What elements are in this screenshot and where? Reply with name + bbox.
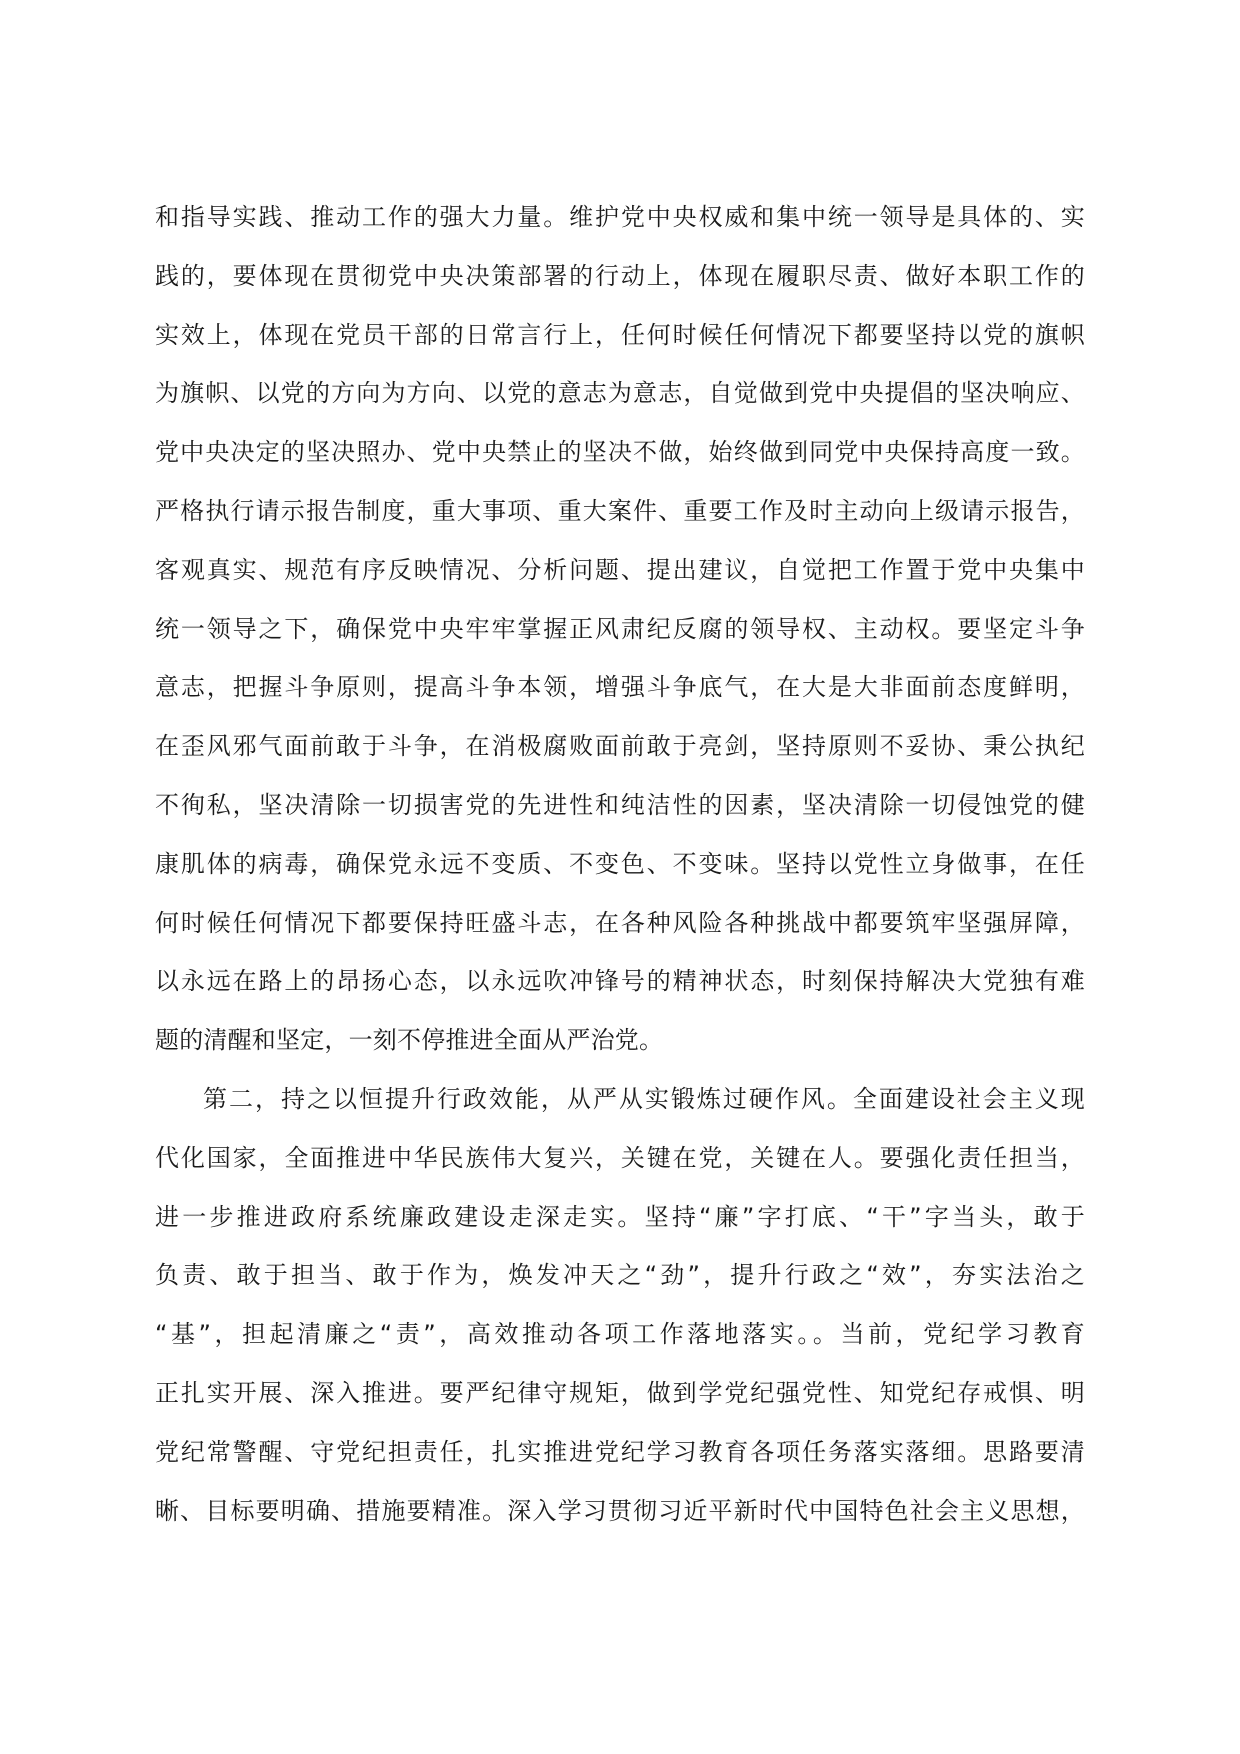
text-line: 进一步推进政府系统廉政建设走深走实。坚持“廉”字打底、“干”字当头，敢于: [155, 1202, 1085, 1231]
text-line: 党纪常警醒、守党纪担责任，扎实推进党纪学习教育各项任务落实落细。思路要清: [155, 1437, 1085, 1466]
text-line: 以永远在路上的昂扬心态，以永远吹冲锋号的精神状态，时刻保持解决大党独有难: [155, 967, 1085, 996]
text-line: 党中央决定的坚决照办、党中央禁止的坚决不做，始终做到同党中央保持高度一致。: [155, 438, 1085, 467]
text-line: 和指导实践、推动工作的强大力量。维护党中央权威和集中统一领导是具体的、实: [155, 203, 1085, 231]
text-line: 统一领导之下，确保党中央牢牢掌握正风肃纪反腐的领导权、主动权。要坚定斗争: [155, 614, 1085, 643]
paragraph-first-line: 第二，持之以恒提升行政效能，从严从实锻炼过硬作风。全面建设社会主义现: [203, 1084, 1085, 1113]
text-line: 何时候任何情况下都要保持旺盛斗志，在各种风险各种挑战中都要筑牢坚强屏障，: [155, 908, 1085, 937]
text-line: 实效上，体现在党员干部的日常言行上，任何时候任何情况下都要坚持以党的旗帜: [155, 320, 1085, 349]
text-line: 为旗帜、以党的方向为方向、以党的意志为意志，自觉做到党中央提倡的坚决响应、: [155, 379, 1085, 408]
text-line: 践的，要体现在贯彻党中央决策部署的行动上，体现在履职尽责、做好本职工作的: [155, 261, 1085, 290]
document-body: [155, 188, 1085, 1540]
text-line: 不徇私，坚决清除一切损害党的先进性和纯洁性的因素，坚决清除一切侵蚀党的健: [155, 790, 1085, 819]
text-line: 晰、目标要明确、措施要精准。深入学习贯彻习近平新时代中国特色社会主义思想，: [155, 1496, 1085, 1525]
text-line: 在歪风邪气面前敢于斗争，在消极腐败面前敢于亮剑，坚持原则不妥协、秉公执纪: [155, 732, 1085, 761]
text-line: 代化国家，全面推进中华民族伟大复兴，关键在党，关键在人。要强化责任担当，: [155, 1143, 1085, 1172]
text-line: 正扎实开展、深入推进。要严纪律守规矩，做到学党纪强党性、知党纪存戒惧、明: [155, 1378, 1085, 1407]
text-line: 客观真实、规范有序反映情况、分析问题、提出建议，自觉把工作置于党中央集中: [155, 555, 1085, 584]
text-line: 意志，把握斗争原则，提高斗争本领，增强斗争底气，在大是大非面前态度鲜明，: [155, 673, 1085, 702]
text-line: 负责、敢于担当、敢于作为，焕发冲天之“劲”，提升行政之“效”，夯实法治之: [155, 1261, 1085, 1290]
text-line: 严格执行请示报告制度，重大事项、重大案件、重要工作及时主动向上级请示报告，: [155, 496, 1085, 525]
text-line: “基”，担起清廉之“责”，高效推动各项工作落地落实。。当前，党纪学习教育: [155, 1320, 1085, 1349]
text-line: 题的清醒和坚定，一刻不停推进全面从严治党。: [155, 1026, 664, 1055]
text-line: 康肌体的病毒，确保党永远不变质、不变色、不变味。坚持以党性立身做事，在任: [155, 849, 1085, 878]
